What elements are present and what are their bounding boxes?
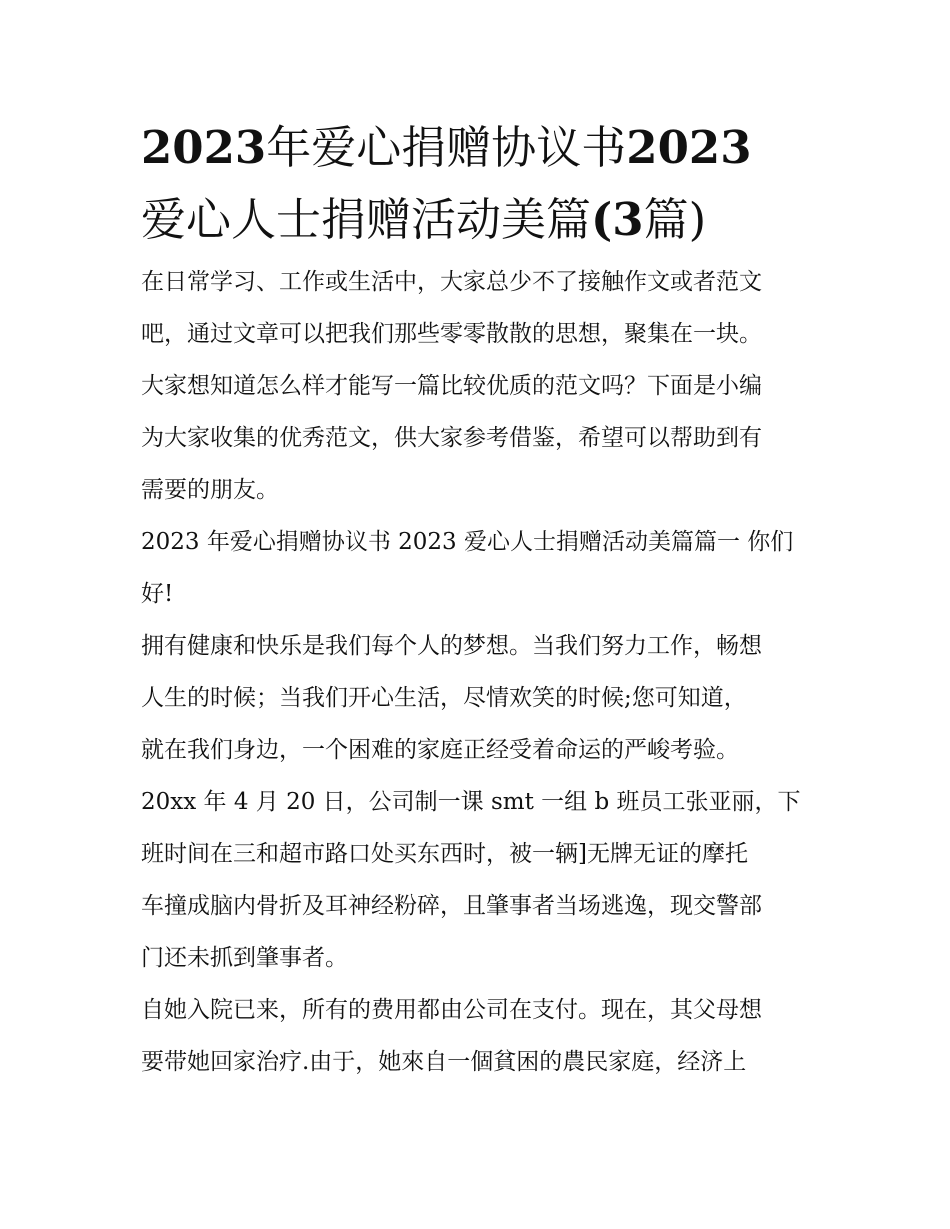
text-line: 车撞成脑内骨折及耳神经粉碎，且肇事者当场逃逸，现交警部 <box>141 893 762 919</box>
title-line-2 <box>141 184 813 256</box>
text-line: 吧，通过文章可以把我们那些零零散散的思想，聚集在一块。 <box>141 321 762 347</box>
document-title <box>141 112 813 256</box>
text-line: 20xx 年 4 月 20 日，公司制一课 smt 一组 b 班员工张亚丽，下 <box>141 789 801 815</box>
text-line: 班时间在三和超市路口处买东西时，被一辆]无牌无证的摩托 <box>141 841 748 867</box>
title-text-2: 爱心人士捐赠活动美篇 <box>141 193 592 246</box>
text-line: 2023 年爱心捐赠协议书 2023 爱心人士捐赠活动美篇篇一 你们 <box>141 529 794 555</box>
title-year-2: 2023 <box>626 121 752 174</box>
title-count: (3 <box>591 193 644 246</box>
text-line: 拥有健康和快乐是我们每个人的梦想。当我们努力工作，畅想 <box>141 633 762 659</box>
text-line: 门还未抓到肇事者。 <box>141 945 348 971</box>
paragraph-greeting <box>141 516 813 620</box>
paragraph-dream <box>141 620 813 776</box>
text-line: 大家想知道怎么样才能写一篇比较优质的范文吗？下面是小编 <box>141 373 762 399</box>
text-line: 在日常学习、工作或生活中，大家总少不了接触作文或者范文 <box>141 269 762 295</box>
text-line: 人生的时候；当我们开心生活，尽情欢笑的时候;您可知道， <box>141 685 747 711</box>
paragraph-incident <box>141 776 813 984</box>
text-line: 自她入院已来，所有的费用都由公司在支付。现在，其父母想 <box>141 997 762 1023</box>
text-line: 要带她回家治疗.由于，她來自一個貧困的農民家庭，经济上 <box>141 1049 747 1075</box>
text-line: 需要的朋友。 <box>141 477 279 503</box>
title-year: 2023 <box>141 121 267 174</box>
title-suffix: 篇) <box>643 193 707 246</box>
document-body <box>141 256 813 1088</box>
text-line: 为大家收集的优秀范文，供大家参考借鉴，希望可以帮助到有 <box>141 425 762 451</box>
text-line: 就在我们身边，一个困难的家庭正经受着命运的严峻考验。 <box>141 737 739 763</box>
document-page <box>141 112 813 1088</box>
paragraph-intro <box>141 256 813 516</box>
text-line: 好! <box>141 581 174 607</box>
paragraph-hospital <box>141 984 813 1088</box>
title-text: 年爱心捐赠协议书 <box>266 121 627 174</box>
title-line-1 <box>141 112 813 184</box>
